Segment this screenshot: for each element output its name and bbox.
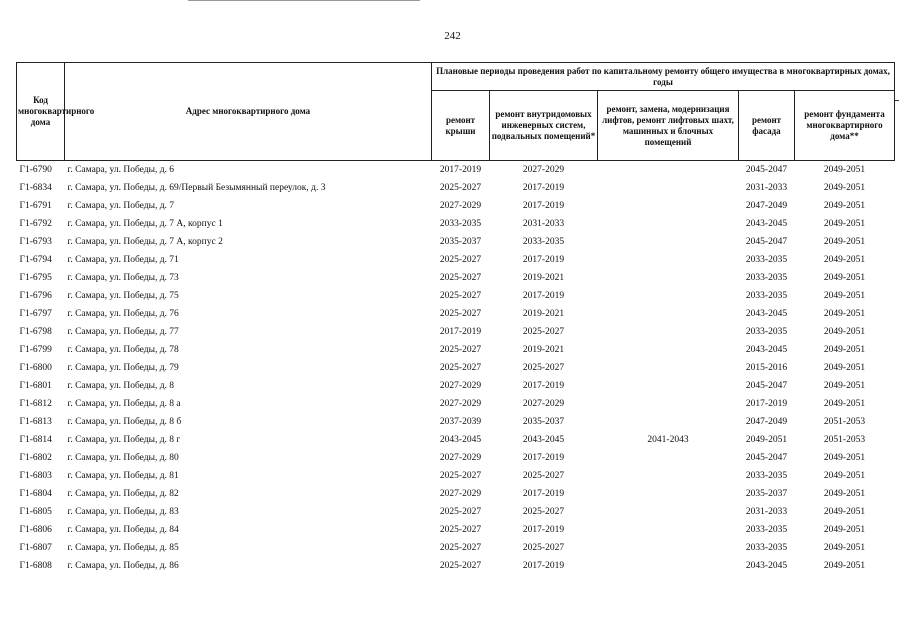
- row-elevators: [598, 341, 739, 359]
- row-roof: 2027-2029: [439, 452, 482, 463]
- row-roof: 2027-2029: [439, 398, 482, 409]
- row-systems: 2025-2027: [522, 362, 565, 373]
- row-roof: 2025-2027: [439, 344, 482, 355]
- row-elevators: [598, 161, 739, 180]
- row-roof: 2025-2027: [439, 470, 482, 481]
- row-code: Г1-6793: [19, 236, 52, 247]
- row-elevators: [598, 467, 739, 485]
- row-roof: 2027-2029: [439, 488, 482, 499]
- row-roof: 2027-2029: [439, 200, 482, 211]
- row-foundation: 2049-2051: [823, 326, 866, 337]
- row-foundation: 2049-2051: [823, 254, 866, 265]
- row-systems: 2017-2019: [522, 488, 565, 499]
- row-systems: 2017-2019: [522, 290, 565, 301]
- row-address: г. Самара, ул. Победы, д. 69/Первый Безымянный переулок, д. 3: [67, 182, 326, 193]
- row-roof: 2037-2039: [439, 416, 482, 427]
- row-facade: 2049-2051: [745, 434, 788, 445]
- row-code: Г1-6791: [19, 200, 52, 211]
- table-row: [17, 431, 895, 449]
- row-address: г. Самара, ул. Победы, д. 85: [67, 542, 179, 553]
- table-body: [17, 161, 895, 576]
- row-elevators: [598, 521, 739, 539]
- row-address: г. Самара, ул. Победы, д. 73: [67, 272, 179, 283]
- header-systems: ремонт внутридомовых инженерных систем, подвальных помещений*: [490, 91, 598, 161]
- row-address: г. Самара, ул. Победы, д. 86: [67, 560, 179, 571]
- row-elevators: [598, 449, 739, 467]
- row-code: Г1-6800: [19, 362, 52, 373]
- row-roof: 2043-2045: [439, 434, 482, 445]
- row-address: г. Самара, ул. Победы, д. 7 А, корпус 1: [67, 218, 223, 229]
- row-elevators: [598, 395, 739, 413]
- row-systems: 2025-2027: [522, 326, 565, 337]
- row-systems: 2017-2019: [522, 380, 565, 391]
- row-facade: 2031-2033: [745, 182, 788, 193]
- row-facade: 2047-2049: [745, 200, 788, 211]
- row-facade: 2043-2045: [745, 308, 788, 319]
- row-foundation: 2049-2051: [823, 560, 866, 571]
- row-address: г. Самара, ул. Победы, д. 80: [67, 452, 179, 463]
- row-foundation: 2049-2051: [823, 290, 866, 301]
- row-systems: 2025-2027: [522, 542, 565, 553]
- header-address: Адрес многоквартирного дома: [65, 63, 432, 161]
- table-row: [17, 395, 895, 413]
- table-row: [17, 287, 895, 305]
- table-row: [17, 377, 895, 395]
- table-row: [17, 485, 895, 503]
- row-elevators: [598, 305, 739, 323]
- top-rule: [188, 0, 420, 1]
- row-facade: 2035-2037: [745, 488, 788, 499]
- row-facade: 2043-2045: [745, 560, 788, 571]
- row-roof: 2025-2027: [439, 254, 482, 265]
- table-row: [17, 269, 895, 287]
- row-elevators: [598, 287, 739, 305]
- row-foundation: 2049-2051: [823, 380, 866, 391]
- row-code: Г1-6797: [19, 308, 52, 319]
- row-code: Г1-6805: [19, 506, 52, 517]
- header-facade: ремонт фасада: [739, 91, 795, 161]
- row-foundation: 2049-2051: [823, 524, 866, 535]
- row-facade: 2033-2035: [745, 272, 788, 283]
- row-elevators: [598, 323, 739, 341]
- row-facade: 2045-2047: [745, 164, 788, 175]
- table-row: [17, 197, 895, 215]
- row-facade: 2033-2035: [745, 524, 788, 535]
- row-foundation: 2049-2051: [823, 506, 866, 517]
- row-roof: 2025-2027: [439, 524, 482, 535]
- table-row: [17, 215, 895, 233]
- row-roof: 2025-2027: [439, 272, 482, 283]
- row-facade: 2033-2035: [745, 326, 788, 337]
- row-elevators: [598, 539, 739, 557]
- row-code: Г1-6801: [19, 380, 52, 391]
- row-roof: 2025-2027: [439, 182, 482, 193]
- row-systems: 2031-2033: [522, 218, 565, 229]
- row-code: Г1-6792: [19, 218, 52, 229]
- row-facade: 2043-2045: [745, 218, 788, 229]
- row-address: г. Самара, ул. Победы, д. 76: [67, 308, 179, 319]
- repair-schedule-table: [16, 62, 895, 575]
- row-elevators: [598, 197, 739, 215]
- row-code: Г1-6798: [19, 326, 52, 337]
- row-systems: 2027-2029: [522, 164, 565, 175]
- table-row: [17, 251, 895, 269]
- row-roof: 2027-2029: [439, 380, 482, 391]
- row-code: Г1-6795: [19, 272, 52, 283]
- row-roof: 2025-2027: [439, 290, 482, 301]
- row-address: г. Самара, ул. Победы, д. 8 г: [67, 434, 181, 445]
- row-code: Г1-6812: [19, 398, 52, 409]
- table-row: [17, 323, 895, 341]
- row-address: г. Самара, ул. Победы, д. 75: [67, 290, 179, 301]
- row-systems: 2025-2027: [522, 506, 565, 517]
- header-roof: ремонт крыши: [432, 91, 490, 161]
- row-facade: 2033-2035: [745, 470, 788, 481]
- row-systems: 2025-2027: [522, 470, 565, 481]
- row-address: г. Самара, ул. Победы, д. 8: [67, 380, 175, 391]
- table-row: [17, 179, 895, 197]
- row-elevators: [598, 251, 739, 269]
- row-roof: 2017-2019: [439, 326, 482, 337]
- row-foundation: 2049-2051: [823, 542, 866, 553]
- row-roof: 2035-2037: [439, 236, 482, 247]
- table-row: [17, 341, 895, 359]
- row-systems: 2027-2029: [522, 398, 565, 409]
- row-foundation: 2049-2051: [823, 308, 866, 319]
- row-roof: 2025-2027: [439, 542, 482, 553]
- row-elevators: 2041-2043: [647, 434, 689, 445]
- row-facade: 2033-2035: [745, 290, 788, 301]
- row-elevators: [598, 413, 739, 431]
- row-facade: 2043-2045: [745, 344, 788, 355]
- row-foundation: 2049-2051: [823, 164, 866, 175]
- row-systems: 2033-2035: [522, 236, 565, 247]
- row-elevators: [598, 269, 739, 287]
- row-code: Г1-6814: [19, 434, 52, 445]
- row-code: Г1-6790: [19, 164, 52, 175]
- row-foundation: 2049-2051: [823, 272, 866, 283]
- row-elevators: [598, 179, 739, 197]
- row-foundation: 2049-2051: [823, 452, 866, 463]
- row-foundation: 2049-2051: [823, 182, 866, 193]
- row-roof: 2033-2035: [439, 218, 482, 229]
- row-roof: 2025-2027: [439, 506, 482, 517]
- row-facade: 2015-2016: [745, 362, 788, 373]
- row-code: Г1-6806: [19, 524, 52, 535]
- row-systems: 2017-2019: [522, 200, 565, 211]
- row-address: г. Самара, ул. Победы, д. 81: [67, 470, 179, 481]
- page-number: 242: [444, 30, 461, 42]
- table-row: [17, 521, 895, 539]
- table-row: [17, 413, 895, 431]
- row-roof: 2025-2027: [439, 362, 482, 373]
- row-code: Г1-6804: [19, 488, 52, 499]
- row-systems: 2017-2019: [522, 254, 565, 265]
- row-facade: 2045-2047: [745, 452, 788, 463]
- header-elevators: ремонт, замена, модернизация лифтов, ремонт лифтовых шахт, машинных и блочных помещений: [598, 91, 739, 161]
- row-elevators: [598, 233, 739, 251]
- row-roof: 2025-2027: [439, 560, 482, 571]
- row-elevators: [598, 377, 739, 395]
- row-systems: 2019-2021: [522, 272, 565, 283]
- row-foundation: 2049-2051: [823, 362, 866, 373]
- row-roof: 2017-2019: [439, 164, 482, 175]
- row-code: Г1-6808: [19, 560, 52, 571]
- row-address: г. Самара, ул. Победы, д. 71: [67, 254, 179, 265]
- row-elevators: [598, 359, 739, 377]
- row-elevators: [598, 557, 739, 575]
- row-systems: 2019-2021: [522, 344, 565, 355]
- table-row: [17, 305, 895, 323]
- row-address: г. Самара, ул. Победы, д. 7 А, корпус 2: [67, 236, 223, 247]
- row-address: г. Самара, ул. Победы, д. 78: [67, 344, 179, 355]
- header-periods: Плановые периоды проведения работ по капитальному ремонту общего имущества в многоквартирных домах, годы: [432, 63, 895, 91]
- row-facade: 2045-2047: [745, 380, 788, 391]
- row-systems: 2043-2045: [522, 434, 565, 445]
- row-facade: 2033-2035: [745, 542, 788, 553]
- row-address: г. Самара, ул. Победы, д. 83: [67, 506, 179, 517]
- table-row: [17, 449, 895, 467]
- row-systems: 2017-2019: [522, 182, 565, 193]
- row-foundation: 2049-2051: [823, 470, 866, 481]
- table-row: [17, 233, 895, 251]
- row-code: Г1-6799: [19, 344, 52, 355]
- row-foundation: 2049-2051: [823, 398, 866, 409]
- row-foundation: 2049-2051: [823, 236, 866, 247]
- row-elevators: [598, 503, 739, 521]
- row-systems: 2017-2019: [522, 452, 565, 463]
- row-address: г. Самара, ул. Победы, д. 6: [67, 164, 175, 175]
- table-row: [17, 503, 895, 521]
- row-facade: 2017-2019: [745, 398, 788, 409]
- row-foundation: 2049-2051: [823, 488, 866, 499]
- row-code: Г1-6796: [19, 290, 52, 301]
- row-systems: 2017-2019: [522, 560, 565, 571]
- row-address: г. Самара, ул. Победы, д. 8 а: [67, 398, 181, 409]
- row-elevators: [598, 485, 739, 503]
- row-facade: 2031-2033: [745, 506, 788, 517]
- row-systems: 2035-2037: [522, 416, 565, 427]
- row-address: г. Самара, ул. Победы, д. 7: [67, 200, 175, 211]
- row-foundation: 2051-2053: [823, 416, 866, 427]
- row-foundation: 2049-2051: [823, 344, 866, 355]
- header-foundation: ремонт фундамента многоквартирного дома**: [795, 91, 895, 161]
- row-facade: 2033-2035: [745, 254, 788, 265]
- row-foundation: 2049-2051: [823, 200, 866, 211]
- row-roof: 2025-2027: [439, 308, 482, 319]
- row-facade: 2045-2047: [745, 236, 788, 247]
- row-address: г. Самара, ул. Победы, д. 84: [67, 524, 179, 535]
- row-facade: 2047-2049: [745, 416, 788, 427]
- row-code: Г1-6803: [19, 470, 52, 481]
- row-systems: 2019-2021: [522, 308, 565, 319]
- row-code: Г1-6802: [19, 452, 52, 463]
- row-elevators: [598, 215, 739, 233]
- table-row: [17, 467, 895, 485]
- table-row: [17, 539, 895, 557]
- row-foundation: 2051-2053: [823, 434, 866, 445]
- row-address: г. Самара, ул. Победы, д. 77: [67, 326, 179, 337]
- row-systems: 2017-2019: [522, 524, 565, 535]
- row-address: г. Самара, ул. Победы, д. 82: [67, 488, 179, 499]
- header-code: Код многоквартирного дома: [17, 63, 65, 161]
- row-code: Г1-6834: [19, 182, 52, 193]
- row-foundation: 2049-2051: [823, 218, 866, 229]
- row-address: г. Самара, ул. Победы, д. 79: [67, 362, 179, 373]
- table-row: [17, 557, 895, 575]
- row-code: Г1-6794: [19, 254, 52, 265]
- row-code: Г1-6813: [19, 416, 52, 427]
- table-row: [17, 359, 895, 377]
- row-code: Г1-6807: [19, 542, 52, 553]
- table-row: [17, 161, 895, 180]
- row-address: г. Самара, ул. Победы, д. 8 б: [67, 416, 182, 427]
